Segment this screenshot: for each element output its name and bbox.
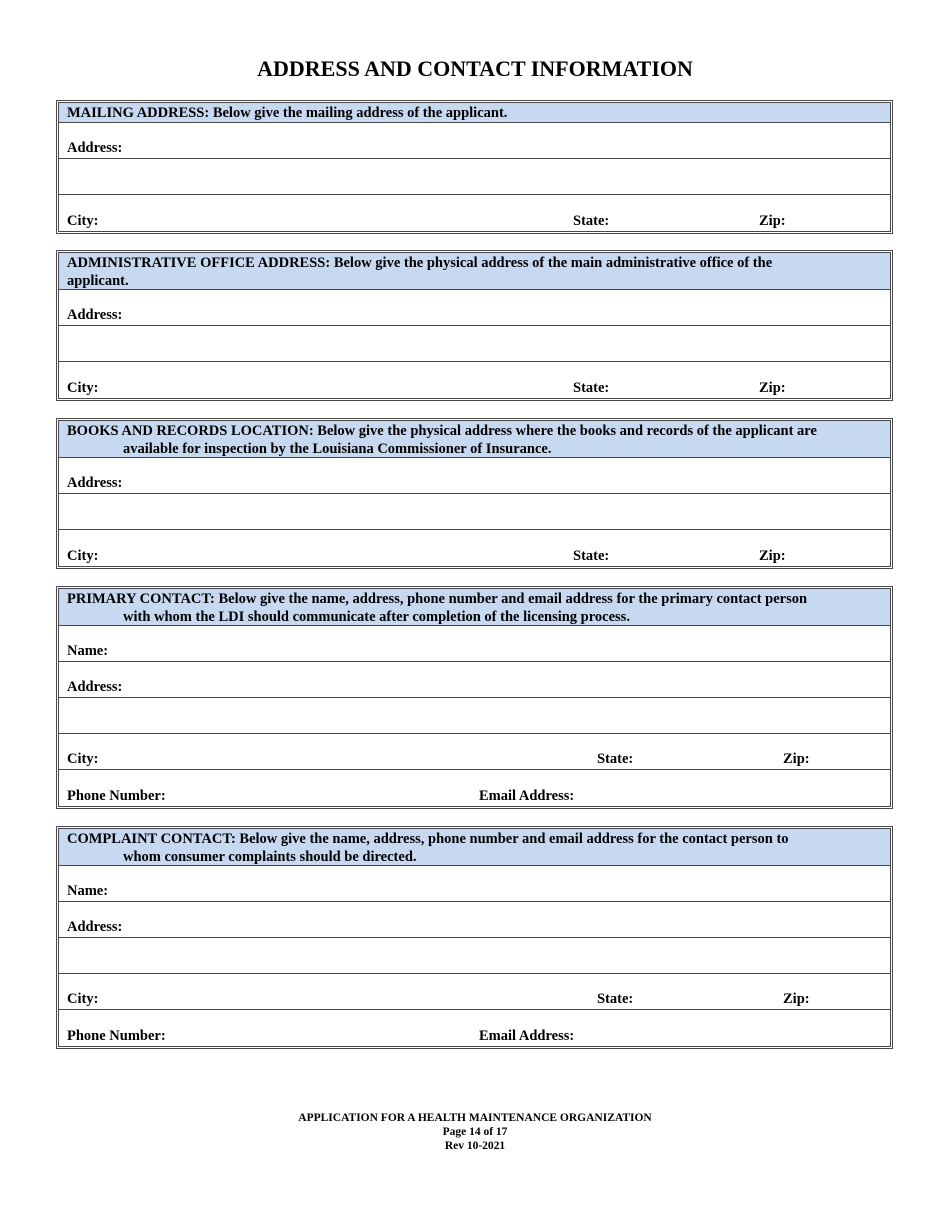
page-footer	[0, 1111, 950, 1153]
city-label: City:	[67, 380, 99, 396]
primary-contact-header	[59, 589, 890, 626]
address-label: Address:	[67, 140, 123, 156]
name-label: Name:	[67, 883, 109, 899]
complaint-contact-section	[56, 826, 893, 1049]
complaint-contact-header-line2: whom consumer complaints should be directed.	[123, 849, 417, 865]
address-field[interactable]	[59, 662, 890, 698]
city-state-zip-row	[59, 195, 890, 231]
phone-email-row	[59, 1010, 890, 1046]
administrative-office-header	[59, 253, 890, 290]
books-and-records-header-line1: BOOKS AND RECORDS LOCATION: Below give the physical address where the books and records of the applicant are	[67, 423, 817, 439]
phone-email-row	[59, 770, 890, 806]
address-label: Address:	[67, 679, 123, 695]
footer-page-number: Page 14 of 17	[442, 1126, 508, 1138]
state-label: State:	[597, 751, 634, 767]
address-line-2-field[interactable]	[59, 326, 890, 362]
address-field[interactable]	[59, 123, 890, 159]
city-label: City:	[67, 751, 99, 767]
city-label: City:	[67, 548, 99, 564]
books-and-records-header	[59, 421, 890, 458]
city-label: City:	[67, 213, 99, 229]
mailing-address-section	[56, 100, 893, 234]
city-state-zip-row	[59, 974, 890, 1010]
address-line-2-field[interactable]	[59, 494, 890, 530]
address-line-2-field[interactable]	[59, 938, 890, 974]
complaint-contact-header-line1: COMPLAINT CONTACT: Below give the name, address, phone number and email address for the contact person to	[67, 831, 789, 847]
zip-label: Zip:	[759, 213, 786, 229]
name-label: Name:	[67, 643, 109, 659]
email-address-label: Email Address:	[479, 788, 575, 804]
footer-revision: Rev 10-2021	[444, 1140, 506, 1152]
address-field[interactable]	[59, 902, 890, 938]
city-state-zip-row	[59, 734, 890, 770]
address-label: Address:	[67, 307, 123, 323]
books-and-records-section	[56, 418, 893, 569]
city-state-zip-row	[59, 530, 890, 566]
name-field[interactable]	[59, 626, 890, 662]
page-title: ADDRESS AND CONTACT INFORMATION	[257, 56, 693, 81]
city-state-zip-row	[59, 362, 890, 398]
zip-label: Zip:	[759, 380, 786, 396]
primary-contact-header-line1: PRIMARY CONTACT: Below give the name, address, phone number and email address for the primary contact person	[67, 591, 808, 607]
phone-number-label: Phone Number:	[67, 788, 166, 804]
administrative-office-section	[56, 250, 893, 401]
primary-contact-section	[56, 586, 893, 809]
address-label: Address:	[67, 475, 123, 491]
administrative-office-header-line1: ADMINISTRATIVE OFFICE ADDRESS: Below give the physical address of the main administrative office of the	[67, 255, 773, 271]
state-label: State:	[573, 213, 610, 229]
mailing-address-header: MAILING ADDRESS: Below give the mailing address of the applicant.	[59, 103, 890, 123]
address-line-2-field[interactable]	[59, 159, 890, 195]
name-field[interactable]	[59, 866, 890, 902]
city-label: City:	[67, 991, 99, 1007]
email-address-label: Email Address:	[479, 1028, 575, 1044]
books-and-records-header-line2: available for inspection by the Louisiana Commissioner of Insurance.	[123, 441, 552, 457]
phone-number-label: Phone Number:	[67, 1028, 166, 1044]
zip-label: Zip:	[759, 548, 786, 564]
complaint-contact-header	[59, 829, 890, 866]
state-label: State:	[597, 991, 634, 1007]
address-label: Address:	[67, 919, 123, 935]
primary-contact-header-line2: with whom the LDI should communicate after completion of the licensing process.	[123, 609, 630, 625]
address-field[interactable]	[59, 458, 890, 494]
footer-form-title: APPLICATION FOR A HEALTH MAINTENANCE ORGANIZATION	[298, 1112, 652, 1124]
state-label: State:	[573, 380, 610, 396]
zip-label: Zip:	[783, 751, 810, 767]
address-field[interactable]	[59, 290, 890, 326]
administrative-office-header-line2: applicant.	[67, 273, 129, 289]
zip-label: Zip:	[783, 991, 810, 1007]
state-label: State:	[573, 548, 610, 564]
address-line-2-field[interactable]	[59, 698, 890, 734]
